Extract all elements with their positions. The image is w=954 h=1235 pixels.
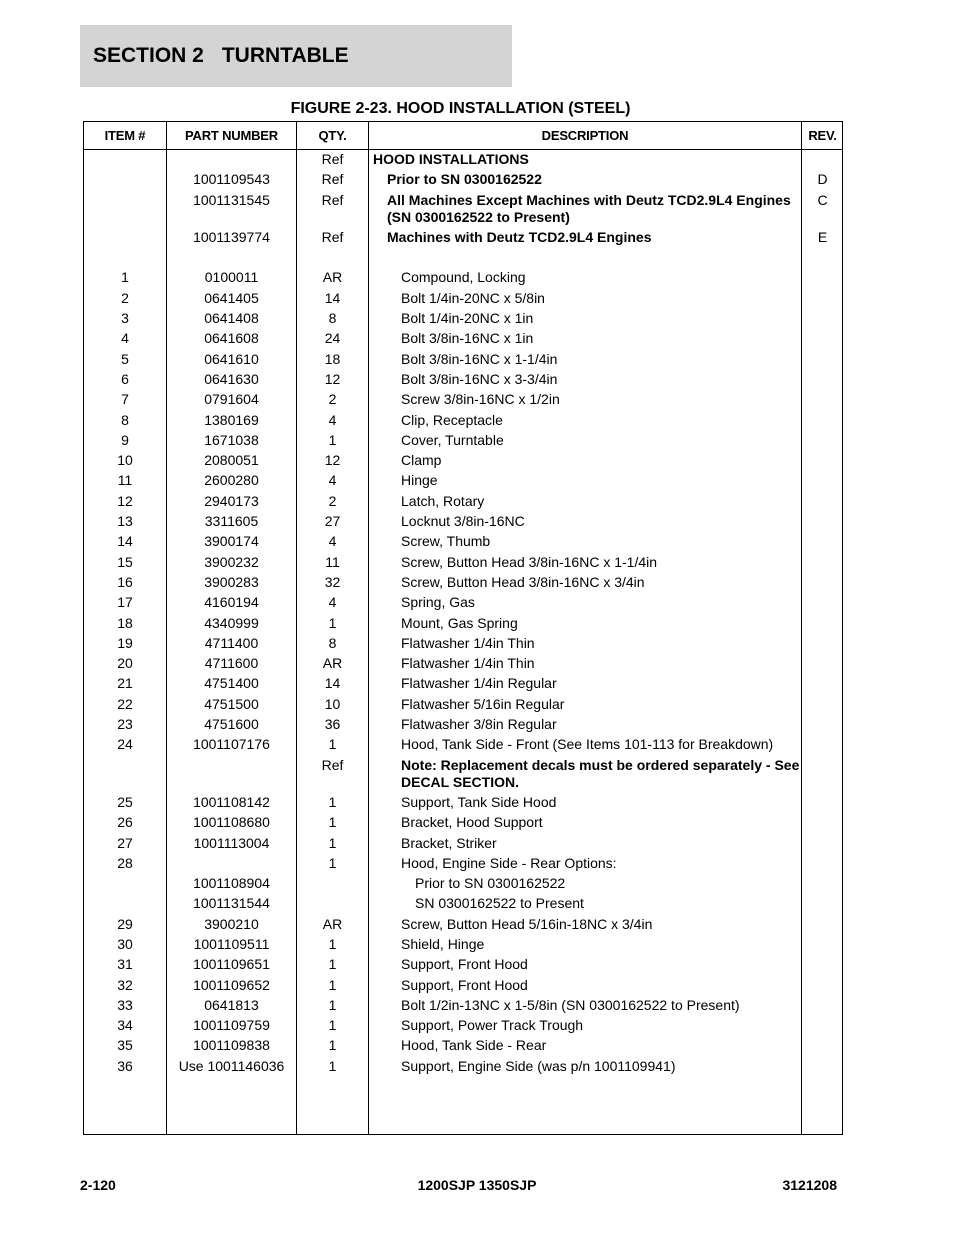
part-number: 1001108904	[193, 875, 270, 892]
description: Latch, Rotary	[401, 492, 485, 509]
description: Compound, Locking	[401, 269, 526, 286]
quantity: 14	[324, 289, 341, 306]
part-number: 1001109543	[193, 171, 270, 188]
part-number: 0791604	[204, 391, 259, 408]
description: Bolt 3/8in-16NC x 1-1/4in	[401, 350, 558, 367]
quantity: 12	[324, 370, 341, 387]
table-row	[84, 248, 844, 268]
quantity: 32	[324, 573, 341, 590]
description: All Machines Except Machines with Deutz TCD2.9L4 Engines (SN 0300162522 to Present)	[387, 191, 791, 225]
section-title: TURNTABLE	[221, 44, 349, 67]
section-label: SECTION 2	[93, 44, 204, 67]
item-number: 10	[117, 452, 133, 469]
table-row	[84, 674, 844, 694]
description: Flatwasher 3/8in Regular	[401, 716, 557, 733]
item-number: 17	[117, 594, 133, 611]
table-body	[84, 150, 844, 1077]
description: Flatwasher 1/4in Thin	[401, 655, 535, 672]
item-number: 1	[121, 269, 129, 286]
quantity: Ref	[321, 756, 344, 773]
table-row	[84, 996, 844, 1016]
quantity: 1	[328, 1057, 337, 1074]
table-row	[84, 874, 844, 894]
item-number: 7	[121, 391, 129, 408]
item-number: 25	[117, 793, 133, 810]
item-number: 34	[117, 1017, 133, 1034]
part-number: 1671038	[204, 431, 259, 448]
item-number: 15	[117, 553, 133, 570]
description: Bracket, Hood Support	[401, 814, 543, 831]
part-number: 2940173	[204, 492, 259, 509]
part-number: 1001109511	[193, 935, 270, 952]
item-number: 27	[117, 834, 133, 851]
table-row	[84, 894, 844, 914]
quantity: 1	[328, 935, 337, 952]
table-row	[84, 1036, 844, 1056]
description: Screw, Thumb	[401, 533, 491, 550]
table-row	[84, 532, 844, 552]
quantity: 18	[324, 350, 341, 367]
description: Locknut 3/8in-16NC	[401, 513, 525, 530]
part-number: 1001139774	[193, 228, 270, 245]
quantity: 12	[324, 452, 341, 469]
description: Screw, Button Head 3/8in-16NC x 1-1/4in	[401, 553, 658, 570]
table-row	[84, 289, 844, 309]
description: Machines with Deutz TCD2.9L4 Engines	[387, 228, 652, 245]
part-number: 4751400	[204, 675, 259, 692]
quantity: 27	[324, 513, 341, 530]
part-number: 1001113004	[193, 834, 270, 851]
item-number: 35	[117, 1037, 133, 1054]
table-row	[84, 654, 844, 674]
item-number: 12	[117, 492, 133, 509]
part-number: 0100011	[204, 269, 259, 286]
description: Support, Engine Side (was p/n 1001109941)	[401, 1057, 676, 1074]
table-row	[84, 614, 844, 634]
part-number: 4340999	[204, 614, 259, 631]
description: Spring, Gas	[401, 594, 475, 611]
table-row	[84, 935, 844, 955]
table-row	[84, 695, 844, 715]
table-row	[84, 553, 844, 573]
description: Shield, Hinge	[401, 935, 485, 952]
item-number: 30	[117, 935, 133, 952]
description: Bolt 1/4in-20NC x 5/8in	[401, 289, 545, 306]
quantity: 11	[325, 553, 340, 570]
section-banner	[80, 25, 512, 87]
table-row	[84, 411, 844, 431]
part-number: 0641610	[204, 350, 259, 367]
description: SN 0300162522 to Present	[415, 895, 584, 912]
item-number: 29	[117, 915, 133, 932]
item-number: 6	[121, 370, 129, 387]
description: Flatwasher 1/4in Regular	[401, 675, 557, 692]
description: Cover, Turntable	[401, 431, 504, 448]
header-qty: QTY.	[318, 128, 347, 143]
table-row	[84, 228, 844, 248]
description: Bolt 1/4in-20NC x 1in	[401, 310, 534, 327]
footer-models: 1200SJP 1350SJP	[417, 1177, 537, 1193]
part-number: 2600280	[204, 472, 259, 489]
description: Screw, Button Head 3/8in-16NC x 3/4in	[401, 573, 645, 590]
part-number: 4711600	[204, 655, 259, 672]
table-row	[84, 309, 844, 329]
parts-table	[83, 121, 843, 1135]
table-row	[84, 573, 844, 593]
description: Support, Front Hood	[401, 976, 528, 993]
quantity: 1	[328, 793, 337, 810]
table-row	[84, 1057, 844, 1077]
quantity: 4	[328, 594, 337, 611]
part-number: 1001131544	[193, 895, 270, 912]
quantity: 1	[328, 854, 337, 871]
table-row	[84, 451, 844, 471]
description: Bolt 1/2in-13NC x 1-5/8in (SN 0300162522 to Present)	[401, 996, 740, 1013]
quantity: 10	[324, 695, 341, 712]
item-number: 13	[117, 513, 133, 530]
header-description: DESCRIPTION	[541, 128, 629, 143]
description: Prior to SN 0300162522	[415, 875, 566, 892]
description: HOOD INSTALLATIONS	[373, 151, 529, 167]
table-row	[84, 370, 844, 390]
part-number: 4711400	[204, 634, 259, 651]
item-number: 24	[117, 736, 133, 753]
item-number: 32	[117, 976, 133, 993]
part-number: 1001109838	[193, 1037, 270, 1054]
item-number: 23	[117, 716, 133, 733]
quantity: 1	[328, 956, 337, 973]
description: Hinge	[401, 472, 438, 489]
description: Flatwasher 1/4in Thin	[401, 634, 535, 651]
quantity: 24	[324, 330, 341, 347]
description: Hood, Tank Side - Rear	[401, 1037, 547, 1054]
table-row	[84, 1016, 844, 1036]
item-number: 14	[117, 533, 133, 550]
item-number: 5	[121, 350, 129, 367]
quantity: Ref	[321, 228, 344, 245]
description: Screw 3/8in-16NC x 1/2in	[401, 391, 560, 408]
part-number: 0641813	[204, 996, 259, 1013]
part-number: 1001109651	[193, 956, 270, 973]
description: Support, Tank Side Hood	[401, 793, 557, 810]
description: Clip, Receptacle	[401, 411, 503, 428]
footer-page-number: 2-120	[80, 1177, 116, 1193]
table-row	[84, 715, 844, 735]
quantity: 1	[328, 1017, 337, 1034]
item-number: 19	[117, 634, 133, 651]
quantity: 8	[328, 310, 337, 327]
part-number: 2080051	[204, 452, 259, 469]
item-number: 8	[121, 411, 129, 428]
item-number: 11	[117, 472, 133, 489]
item-number: 28	[117, 854, 133, 871]
item-number: 2	[121, 289, 129, 306]
part-number: 1001107176	[193, 736, 270, 753]
part-number: 1001109652	[193, 976, 270, 993]
quantity: 1	[328, 431, 337, 448]
item-number: 16	[117, 573, 133, 590]
table-row	[84, 593, 844, 613]
part-number: 1001108142	[193, 793, 270, 810]
revision: E	[817, 228, 828, 245]
quantity: AR	[322, 915, 343, 932]
revision: D	[817, 171, 828, 188]
quantity: 1	[328, 614, 337, 631]
quantity: Ref	[321, 151, 344, 167]
table-row	[84, 793, 844, 813]
part-number: 3900174	[204, 533, 259, 550]
table-row	[84, 390, 844, 410]
header-rev: REV.	[808, 128, 837, 143]
part-number: 4160194	[204, 594, 259, 611]
table-row	[84, 756, 844, 793]
part-number: 0641608	[204, 330, 259, 347]
table-row	[84, 915, 844, 935]
quantity: 1	[328, 1037, 337, 1054]
description: Hood, Engine Side - Rear Options:	[401, 854, 617, 871]
item-number: 4	[121, 330, 129, 347]
description: Bolt 3/8in-16NC x 3-3/4in	[401, 370, 558, 387]
table-row	[84, 813, 844, 833]
quantity: Ref	[321, 171, 344, 188]
quantity: 2	[328, 391, 337, 408]
part-number: 0641630	[204, 370, 259, 387]
item-number: 33	[117, 996, 133, 1013]
quantity: 1	[328, 736, 337, 753]
part-number: 1001109759	[193, 1017, 270, 1034]
table-row	[84, 512, 844, 532]
quantity: 2	[328, 492, 337, 509]
table-row	[84, 634, 844, 654]
item-number: 3	[121, 310, 129, 327]
part-number: 0641408	[204, 310, 259, 327]
part-number: 1001108680	[193, 814, 270, 831]
part-number: 3900232	[204, 553, 259, 570]
item-number: 18	[117, 614, 133, 631]
item-number: 36	[117, 1057, 133, 1074]
table-row	[84, 191, 844, 228]
table-row	[84, 170, 844, 190]
description: Clamp	[401, 452, 442, 469]
description: Note: Replacement decals must be ordered separately - See DECAL SECTION.	[401, 756, 800, 790]
quantity: 1	[328, 976, 337, 993]
part-number: 3900210	[204, 915, 259, 932]
description: Support, Front Hood	[401, 956, 528, 973]
part-number: 1380169	[204, 411, 259, 428]
part-number: Use 1001146036	[178, 1057, 285, 1074]
item-number: 20	[117, 655, 133, 672]
table-row	[84, 492, 844, 512]
quantity: 36	[324, 716, 341, 733]
part-number: 1001131545	[193, 191, 270, 208]
quantity: AR	[322, 269, 343, 286]
description: Hood, Tank Side - Front (See Items 101-113 for Breakdown)	[401, 736, 774, 753]
header-part-number: PART NUMBER	[185, 128, 278, 143]
part-number: 0641405	[204, 289, 259, 306]
table-row	[84, 329, 844, 349]
figure-title: FIGURE 2-23. HOOD INSTALLATION (STEEL)	[290, 100, 631, 117]
description: Prior to SN 0300162522	[387, 171, 542, 188]
quantity: 4	[328, 533, 337, 550]
table-row	[84, 350, 844, 370]
part-number: 3311605	[204, 513, 259, 530]
item-number: 31	[117, 956, 133, 973]
item-number: 9	[121, 431, 129, 448]
description: Screw, Button Head 5/16in-18NC x 3/4in	[401, 915, 653, 932]
quantity: 14	[324, 675, 341, 692]
quantity: 4	[328, 411, 337, 428]
description: Bracket, Striker	[401, 834, 497, 851]
quantity: Ref	[321, 191, 344, 208]
header-item: ITEM #	[104, 128, 146, 143]
table-row	[84, 471, 844, 491]
footer-doc-number: 3121208	[782, 1177, 837, 1193]
part-number: 4751500	[204, 695, 259, 712]
item-number: 21	[117, 675, 133, 692]
table-row	[84, 976, 844, 996]
quantity: 1	[328, 814, 337, 831]
item-number: 22	[117, 695, 133, 712]
table-row	[84, 268, 844, 288]
table-row	[84, 150, 844, 170]
table-row	[84, 955, 844, 975]
quantity: 1	[328, 834, 337, 851]
description: Mount, Gas Spring	[401, 614, 518, 631]
description: Flatwasher 5/16in Regular	[401, 695, 565, 712]
quantity: 4	[328, 472, 337, 489]
part-number: 3900283	[204, 573, 259, 590]
description: Bolt 3/8in-16NC x 1in	[401, 330, 534, 347]
quantity: 8	[328, 634, 337, 651]
table-row	[84, 854, 844, 874]
description: Support, Power Track Trough	[401, 1017, 584, 1034]
table-row	[84, 735, 844, 755]
item-number: 26	[117, 814, 133, 831]
quantity: AR	[322, 655, 343, 672]
table-row	[84, 431, 844, 451]
table-row	[84, 834, 844, 854]
revision: C	[817, 191, 828, 208]
quantity: 1	[328, 996, 337, 1013]
part-number: 4751600	[204, 716, 259, 733]
